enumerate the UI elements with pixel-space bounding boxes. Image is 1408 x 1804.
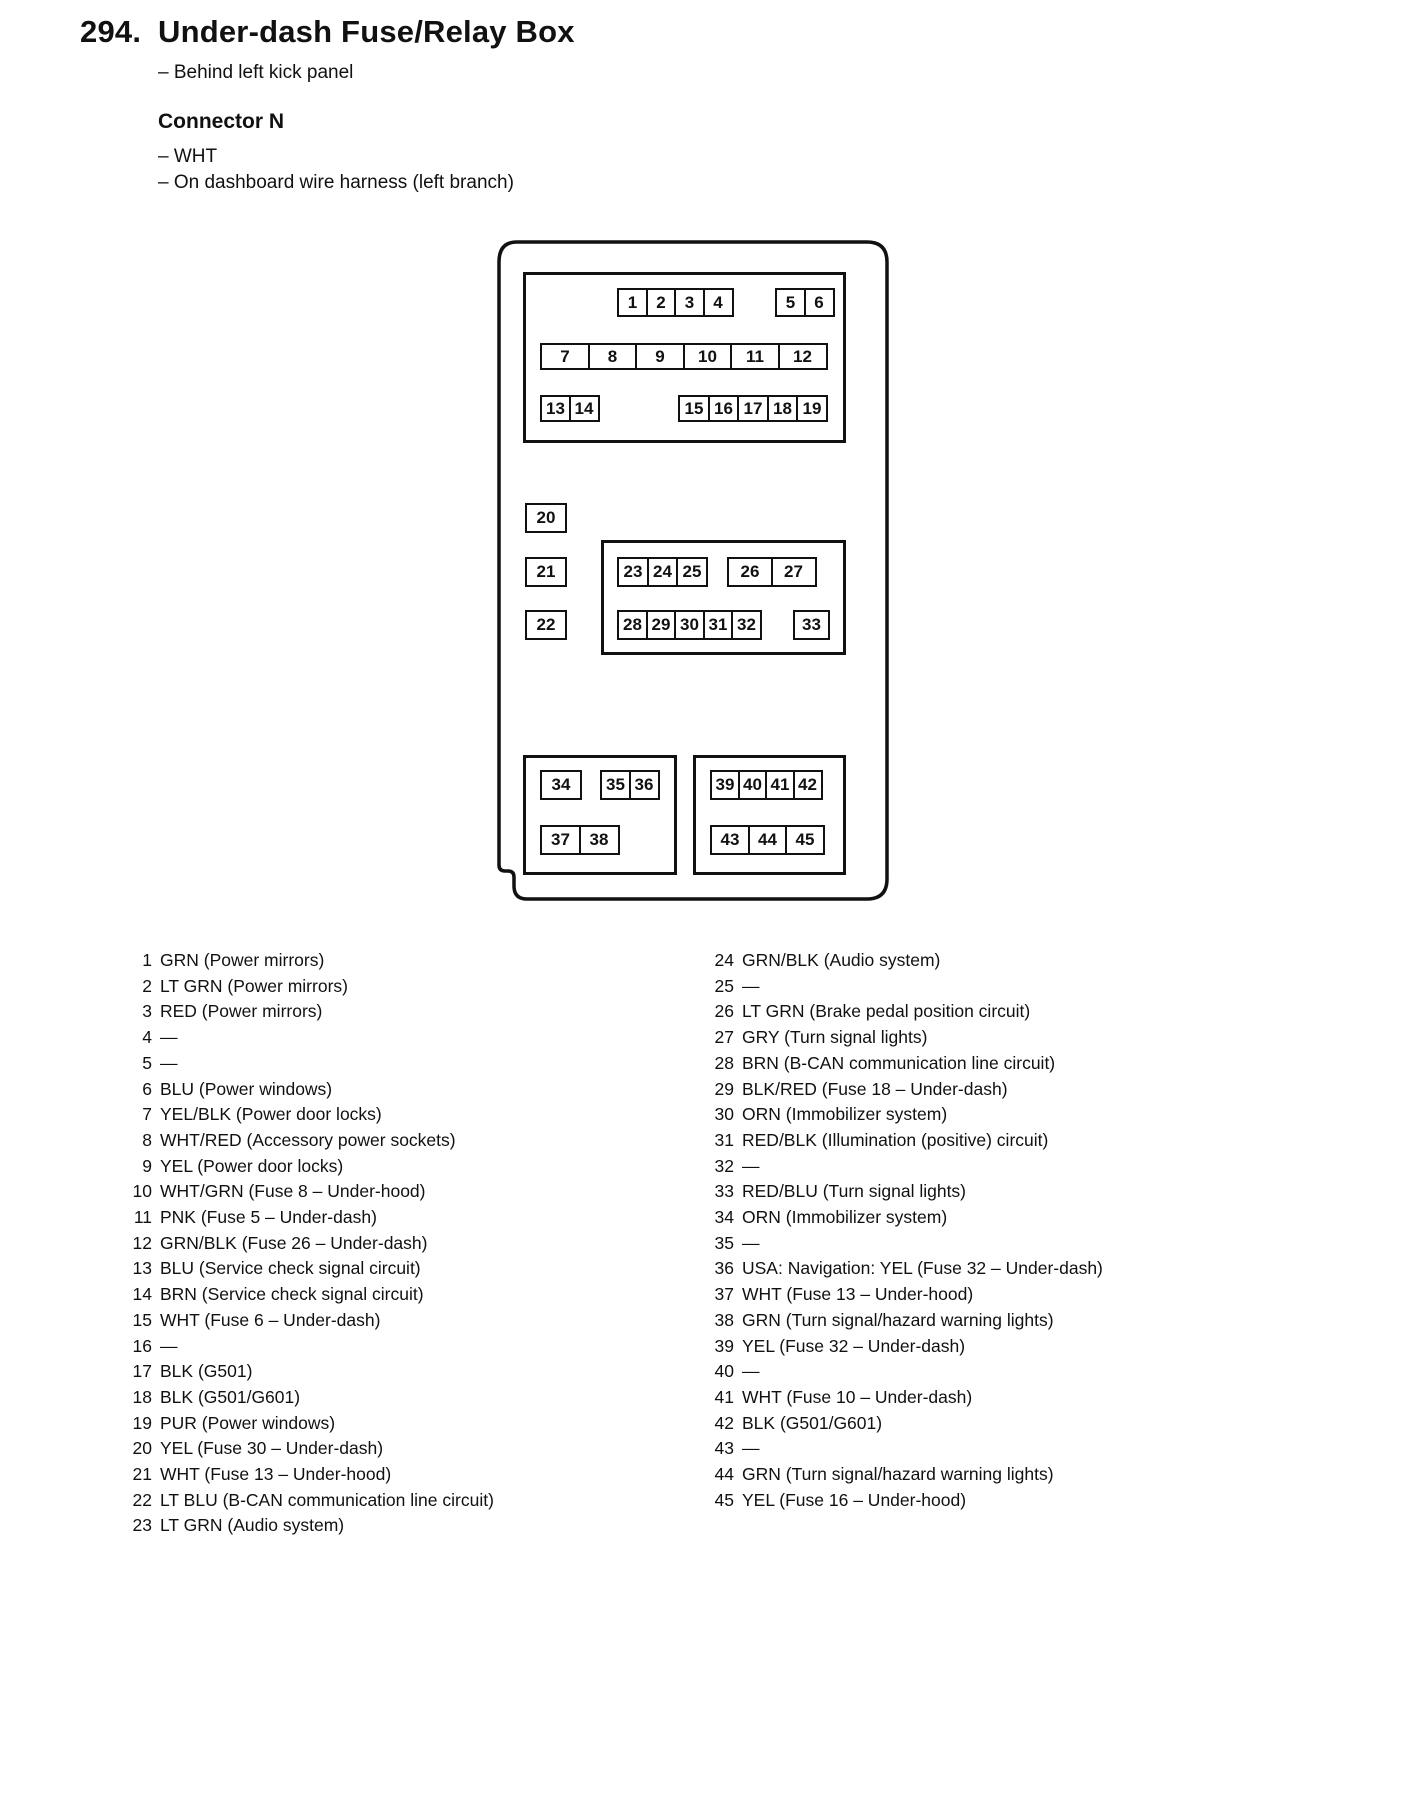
pin-cell-25: 25 xyxy=(676,557,708,587)
pin-description: GRN/BLK (Audio system) xyxy=(742,950,941,970)
pin-cell-18: 18 xyxy=(767,395,799,422)
pin-description: USA: Navigation: YEL (Fuse 32 – Under-dash) xyxy=(742,1258,1103,1279)
pin-number: 17 xyxy=(132,1361,152,1382)
pin-description: BLU (Power windows) xyxy=(160,1078,333,1099)
pin-cell-11: 11 xyxy=(730,343,780,370)
pin-description: LT GRN (Brake pedal position circuit) xyxy=(742,1001,1031,1022)
pin-list-item-31 xyxy=(708,1128,1388,1154)
pin-description: LT BLU (B-CAN communication line circuit) xyxy=(160,1489,494,1510)
pin-list-item-8 xyxy=(130,1128,702,1154)
pin-description: BLK/RED (Fuse 18 – Under-dash) xyxy=(742,1078,1008,1099)
pin-cell-45: 45 xyxy=(785,825,825,855)
pin-list-item-43 xyxy=(708,1436,1388,1462)
cell-group-28-32 xyxy=(617,610,762,640)
pin-description: GRY (Turn signal lights) xyxy=(742,1027,928,1048)
pin-list-item-11 xyxy=(130,1205,702,1231)
pin-list-item-17 xyxy=(130,1359,702,1385)
pin-description: WHT/GRN (Fuse 8 – Under-hood) xyxy=(160,1181,426,1202)
pin-description: RED/BLK (Illumination (positive) circuit) xyxy=(742,1129,1049,1150)
pin-list-item-7 xyxy=(130,1102,702,1128)
cell-group-5-6 xyxy=(775,288,835,317)
pin-number: 19 xyxy=(132,1412,152,1433)
pin-number: 12 xyxy=(132,1232,152,1253)
pin-list-item-42 xyxy=(708,1411,1388,1437)
pin-number: 13 xyxy=(132,1258,152,1279)
pin-cell-17: 17 xyxy=(737,395,769,422)
pin-description: YEL (Fuse 32 – Under-dash) xyxy=(742,1335,966,1356)
pin-cell-16: 16 xyxy=(708,395,740,422)
pin-cell-15: 15 xyxy=(678,395,710,422)
pin-number: 9 xyxy=(142,1155,152,1176)
pin-description: — xyxy=(742,975,760,996)
pin-description: ORN (Immobilizer system) xyxy=(742,1207,948,1228)
pin-list-item-37 xyxy=(708,1282,1388,1308)
pin-cell-3: 3 xyxy=(674,288,705,317)
cell-group-37-38 xyxy=(540,825,620,855)
pin-number: 1 xyxy=(142,950,152,970)
cell-group-13-14 xyxy=(540,395,600,422)
pin-cell-32: 32 xyxy=(731,610,762,640)
pin-cell-34: 34 xyxy=(540,770,582,800)
pin-description: — xyxy=(742,1232,760,1253)
pin-number: 33 xyxy=(714,1181,734,1202)
cell-group-35-36 xyxy=(600,770,660,800)
pin-number: 11 xyxy=(133,1207,152,1228)
pin-number: 5 xyxy=(142,1052,152,1073)
pin-cell-7: 7 xyxy=(540,343,590,370)
pin-number: 29 xyxy=(714,1078,734,1099)
pin-list-item-16 xyxy=(130,1334,702,1360)
cell-group-15-19 xyxy=(678,395,828,422)
pin-cell-13: 13 xyxy=(540,395,571,422)
pin-cell-27: 27 xyxy=(771,557,817,587)
pin-list-item-40 xyxy=(708,1359,1388,1385)
pin-list-item-33 xyxy=(708,1179,1388,1205)
pin-list-item-28 xyxy=(708,1051,1388,1077)
pin-list-item-9 xyxy=(130,1154,702,1180)
pin-list-left xyxy=(130,948,702,1539)
pin-list-item-45 xyxy=(708,1488,1388,1514)
pin-description: RED/BLU (Turn signal lights) xyxy=(742,1181,967,1202)
pin-number: 36 xyxy=(714,1258,734,1279)
pin-cell-31: 31 xyxy=(703,610,734,640)
pin-description: — xyxy=(742,1361,760,1382)
pin-description: YEL/BLK (Power door locks) xyxy=(160,1104,382,1125)
pin-number: 25 xyxy=(714,975,734,996)
pin-cell-23: 23 xyxy=(617,557,649,587)
pin-description: BLU (Service check signal circuit) xyxy=(160,1258,421,1279)
pin-description: BLK (G501) xyxy=(160,1361,253,1382)
pin-description: ORN (Immobilizer system) xyxy=(742,1104,948,1125)
pin-description: PUR (Power windows) xyxy=(160,1412,336,1433)
pin-description: GRN (Turn signal/hazard warning lights) xyxy=(742,1464,1054,1485)
pin-description: BRN (Service check signal circuit) xyxy=(160,1284,424,1305)
pin-list-item-35 xyxy=(708,1231,1388,1257)
pin-list-item-38 xyxy=(708,1308,1388,1334)
pin-list-item-34 xyxy=(708,1205,1388,1231)
cell-group-23-25 xyxy=(617,557,708,587)
pin-list-item-26 xyxy=(708,999,1388,1025)
pin-cell-6: 6 xyxy=(804,288,835,317)
connector-wire-color-note: – WHT xyxy=(158,146,218,167)
pin-list-right xyxy=(708,948,1388,1513)
pin-cell-41: 41 xyxy=(765,770,795,800)
pin-cell-24: 24 xyxy=(647,557,679,587)
pin-number: 21 xyxy=(132,1464,152,1485)
pin-cell-33: 33 xyxy=(793,610,830,640)
cell-group-43-45 xyxy=(710,825,825,855)
cell-group-39-42 xyxy=(710,770,823,800)
cell-group-21 xyxy=(525,557,567,587)
pin-list-item-29 xyxy=(708,1077,1388,1103)
pin-description: WHT (Fuse 13 – Under-hood) xyxy=(742,1284,974,1305)
pin-cell-9: 9 xyxy=(635,343,685,370)
pin-list-item-25 xyxy=(708,974,1388,1000)
pin-cell-36: 36 xyxy=(629,770,660,800)
pin-description: YEL (Fuse 30 – Under-dash) xyxy=(160,1438,384,1459)
pin-cell-14: 14 xyxy=(569,395,600,422)
pin-number: 32 xyxy=(714,1155,734,1176)
pin-list-item-41 xyxy=(708,1385,1388,1411)
pin-list-item-27 xyxy=(708,1025,1388,1051)
pin-cell-42: 42 xyxy=(793,770,823,800)
pin-number: 8 xyxy=(142,1129,152,1150)
pin-description: GRN (Power mirrors) xyxy=(160,950,325,970)
pin-list-item-39 xyxy=(708,1334,1388,1360)
pin-number: 18 xyxy=(132,1386,152,1407)
pin-description: — xyxy=(742,1155,760,1176)
pin-list-item-21 xyxy=(130,1462,702,1488)
pin-description: BLK (G501/G601) xyxy=(742,1412,883,1433)
pin-list-item-2 xyxy=(130,974,702,1000)
pin-number: 23 xyxy=(132,1515,152,1536)
pin-list-item-10 xyxy=(130,1179,702,1205)
cell-group-1-4 xyxy=(617,288,734,317)
pin-number: 24 xyxy=(714,950,734,970)
pin-description: RED (Power mirrors) xyxy=(160,1001,323,1022)
pin-description: GRN/BLK (Fuse 26 – Under-dash) xyxy=(160,1232,428,1253)
pin-number: 3 xyxy=(142,1001,152,1022)
pin-description: WHT (Fuse 13 – Under-hood) xyxy=(160,1464,392,1485)
pin-description: BRN (B-CAN communication line circuit) xyxy=(742,1052,1056,1073)
pin-description: — xyxy=(160,1027,178,1048)
pin-cell-5: 5 xyxy=(775,288,806,317)
pin-number: 40 xyxy=(714,1361,734,1382)
pin-list-item-32 xyxy=(708,1154,1388,1180)
pin-number: 35 xyxy=(714,1232,734,1253)
pin-cell-22: 22 xyxy=(525,610,567,640)
pin-number: 7 xyxy=(142,1104,152,1125)
pin-description: WHT (Fuse 6 – Under-dash) xyxy=(160,1309,381,1330)
pin-cell-1: 1 xyxy=(617,288,648,317)
pin-number: 31 xyxy=(714,1129,734,1150)
pin-cell-26: 26 xyxy=(727,557,773,587)
pin-number: 42 xyxy=(714,1412,734,1433)
pin-cell-4: 4 xyxy=(703,288,734,317)
pin-list-item-5 xyxy=(130,1051,702,1077)
pin-number: 43 xyxy=(714,1438,734,1459)
pin-list-item-3 xyxy=(130,999,702,1025)
pin-number: 41 xyxy=(714,1386,734,1407)
pin-description: PNK (Fuse 5 – Under-dash) xyxy=(160,1207,377,1228)
pin-number: 39 xyxy=(714,1335,734,1356)
pin-list-item-23 xyxy=(130,1513,702,1539)
pin-number: 27 xyxy=(714,1027,734,1048)
pin-list-item-15 xyxy=(130,1308,702,1334)
pin-list-item-44 xyxy=(708,1462,1388,1488)
pin-list-item-4 xyxy=(130,1025,702,1051)
cell-group-33 xyxy=(793,610,830,640)
pin-cell-40: 40 xyxy=(738,770,768,800)
page-title xyxy=(80,14,575,50)
pin-number: 30 xyxy=(714,1104,734,1125)
pin-list-item-18 xyxy=(130,1385,702,1411)
pin-description: GRN (Turn signal/hazard warning lights) xyxy=(742,1309,1054,1330)
pin-cell-28: 28 xyxy=(617,610,648,640)
pin-number: 4 xyxy=(142,1027,152,1048)
pin-description: LT GRN (Power mirrors) xyxy=(160,975,348,996)
pin-number: 10 xyxy=(132,1181,152,1202)
pin-description: — xyxy=(160,1335,178,1356)
pin-list-item-12 xyxy=(130,1231,702,1257)
pin-cell-43: 43 xyxy=(710,825,750,855)
pin-cell-10: 10 xyxy=(683,343,733,370)
pin-list-item-30 xyxy=(708,1102,1388,1128)
pin-list-item-1 xyxy=(130,948,702,974)
pin-description: — xyxy=(160,1052,178,1073)
cell-group-22 xyxy=(525,610,567,640)
pin-cell-12: 12 xyxy=(778,343,828,370)
connector-harness-note: – On dashboard wire harness (left branch) xyxy=(158,172,514,193)
pin-cell-29: 29 xyxy=(646,610,677,640)
pin-number: 28 xyxy=(714,1052,734,1073)
pin-cell-44: 44 xyxy=(748,825,788,855)
pin-cell-30: 30 xyxy=(674,610,705,640)
pin-description: YEL (Power door locks) xyxy=(160,1155,344,1176)
pin-description: WHT/RED (Accessory power sockets) xyxy=(160,1129,456,1150)
pin-cell-21: 21 xyxy=(525,557,567,587)
pin-number: 2 xyxy=(142,975,152,996)
pin-number: 38 xyxy=(714,1309,734,1330)
pin-list-item-13 xyxy=(130,1256,702,1282)
pin-cell-38: 38 xyxy=(579,825,620,855)
cell-group-7-12 xyxy=(540,343,828,370)
pin-cell-2: 2 xyxy=(646,288,677,317)
pin-number: 22 xyxy=(132,1489,152,1510)
section-title: Under-dash Fuse/Relay Box xyxy=(158,14,575,49)
pin-description: LT GRN (Audio system) xyxy=(160,1515,345,1536)
pin-description: YEL (Fuse 16 – Under-hood) xyxy=(742,1489,967,1510)
pin-number: 44 xyxy=(714,1464,734,1485)
section-number: 294. xyxy=(80,14,142,49)
connector-heading: Connector N xyxy=(158,110,284,133)
pin-number: 45 xyxy=(714,1489,734,1510)
pin-list-item-14 xyxy=(130,1282,702,1308)
pin-description: BLK (G501/G601) xyxy=(160,1386,301,1407)
pin-number: 6 xyxy=(142,1078,152,1099)
cell-group-20 xyxy=(525,503,567,533)
pin-cell-19: 19 xyxy=(796,395,828,422)
pin-list-item-22 xyxy=(130,1488,702,1514)
location-note: – Behind left kick panel xyxy=(158,62,354,83)
pin-list-item-6 xyxy=(130,1077,702,1103)
pin-list-item-19 xyxy=(130,1411,702,1437)
pin-description: — xyxy=(742,1438,760,1459)
cell-group-26-27 xyxy=(727,557,817,587)
pin-number: 15 xyxy=(132,1309,152,1330)
pin-list-item-24 xyxy=(708,948,1388,974)
pin-cell-8: 8 xyxy=(588,343,638,370)
pin-number: 37 xyxy=(714,1284,734,1305)
pin-cell-37: 37 xyxy=(540,825,581,855)
pin-description: WHT (Fuse 10 – Under-dash) xyxy=(742,1386,973,1407)
pin-number: 20 xyxy=(132,1438,152,1459)
pin-cell-35: 35 xyxy=(600,770,631,800)
pin-cell-20: 20 xyxy=(525,503,567,533)
pin-list-item-36 xyxy=(708,1256,1388,1282)
pin-number: 34 xyxy=(714,1207,734,1228)
cell-group-34 xyxy=(540,770,582,800)
pin-number: 14 xyxy=(132,1284,152,1305)
connector-diagram xyxy=(497,240,889,901)
pin-list-item-20 xyxy=(130,1436,702,1462)
pin-number: 26 xyxy=(714,1001,734,1022)
pin-cell-39: 39 xyxy=(710,770,740,800)
pin-number: 16 xyxy=(132,1335,152,1356)
